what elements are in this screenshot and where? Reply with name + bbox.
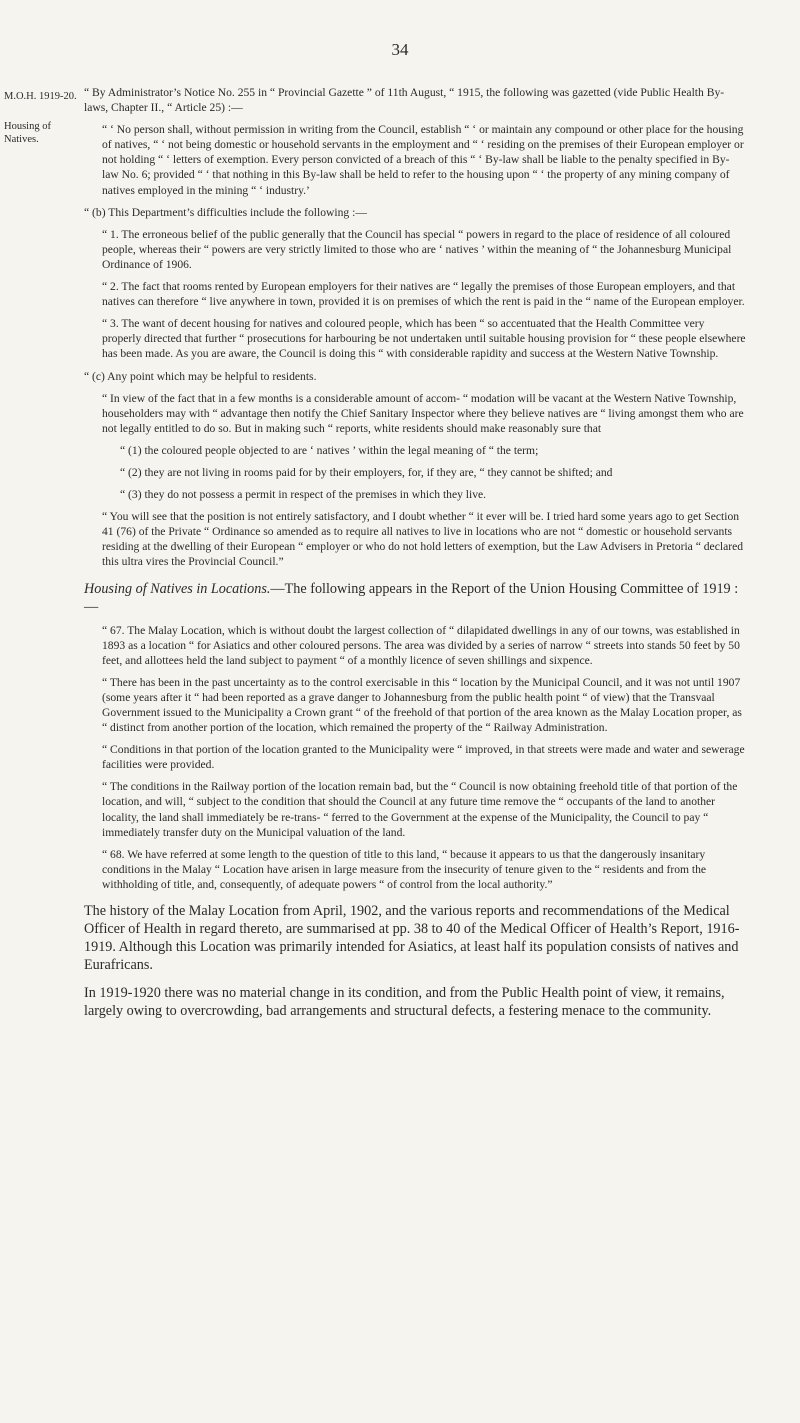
paragraph-difficulty-2: “ 2. The fact that rooms rented by European employers for their natives are “ legally the premises of those European employers, and that natives can therefore “ live anywhere in town, provided it is on premises of which the rent is paid in the “ name of the European employer.: [102, 280, 745, 309]
paragraph-difficulties-heading: “ (b) This Department’s difficulties include the following :—: [84, 205, 367, 219]
paragraph-helpful-body: “ In view of the fact that in a few months is a considerable amount of accom- “ modation will be vacant at the Western Native Township, householders may with “ advantage then notify the Chief Sanitary Inspector where they believe natives are “ living amongst them who are not legally entitled to do so. But in making such “ reports, white residents should make reasonably sure that: [102, 391, 744, 435]
section-heading-text: —The following appears in the Report of the Union Housing Committee of 1919 :—: [84, 580, 739, 615]
paragraph-68: “ 68. We have referred at some length to the question of title to this land, “ because it appears to us that the dangerously insanitary conditions in the Malay “ Location have arisen in large measure from the insecurity of tenure given to the “ residents and from the withholding of title, and, consequently, of adequate powers “ of control from the local authority.”: [102, 847, 707, 891]
paragraph-history: The history of the Malay Location from April, 1902, and the various reports and recommendations of the Medical Officer of Health in regard thereto, are summarised at pp. 38 to 40 of the Medical Officer of Health’s Report, 1916-1919. Although this Location was primarily intended for Asiatics, at least half its population consists of natives and Eurafricans.: [84, 903, 740, 974]
paragraph-locations: [84, 580, 746, 616]
paragraph-position: “ You will see that the position is not entirely satisfactory, and I doubt whether “ it ever will be. I tried hard some years ago to get Section 41 (76) of the Private “ Ordinance so amended as to require all natives to live in locations who are not “ domestic or household servants residing at the dwelling of their European “ employer or who do not hold letters of exemption, but the Law Advisers in Pretoria “ declared this ultra vires the Provincial Council.”: [102, 510, 744, 569]
paragraph-conditions-improved: “ Conditions in that portion of the location granted to the Municipality were “ improved, in that streets were made and water and sewerage facilities were provided.: [102, 743, 745, 772]
paragraph-1919-1920: In 1919-1920 there was no material change in its condition, and from the Public Health point of view, it remains, largely owing to overcrowding, bad arrangements and structural defects, a festering menace to the community.: [84, 985, 725, 1020]
paragraph-difficulty-3: “ 3. The want of decent housing for natives and coloured people, which has been “ so accentuated that the Health Committee very properly directed that further “ prosecutions for harbouring be not undertaken until suitable housing provision for “ these people elsewhere has been made. As you are aware, the Council is doing this “ with considerable rapidity and success at the Western Native Township.: [102, 317, 746, 361]
paragraph-condition-3: “ (3) they do not possess a permit in respect of the premises in which they live.: [120, 488, 487, 502]
paragraph-bylaw-quote: “ ‘ No person shall, without permission in writing from the Council, establish “ ‘ or maintain any compound or other place for the housing of natives, “ ‘ not being domestic or household servants in the employment and “ ‘ residing on the premises of their European employer or not holding “ ‘ letters of exemption. Every person convicted of a breach of this “ ‘ By-law shall be liable to the penalty specified in By-law No. 6; provided “ ‘ that nothing in this By-law shall be held to refer to the housing upon “ ‘ the property of any mining company of natives employed in the mining “ ‘ industry.’: [102, 123, 744, 197]
paragraph-railway-portion: “ The conditions in the Railway portion of the location remain bad, but the “ Council is now obtaining freehold title of that portion of the location, and will, “ subject to the condition that should the Council at any future time remove the “ occupants of the land to another locality, the land shall immediately be re-trans- “ ferred to the Government at the expense of the Municipality, the Council to pay “ immediately transfer duty on the Municipal valuation of the land.: [102, 780, 738, 839]
paragraph-helpful-heading: “ (c) Any point which may be helpful to residents.: [84, 369, 317, 383]
paragraph-condition-1: “ (1) the coloured people objected to are ‘ natives ’ within the legal meaning of “ the term;: [120, 443, 539, 457]
paragraph-difficulty-1: “ 1. The erroneous belief of the public generally that the Council has special “ powers in regard to the place of residence of all coloured people, whereas their “ powers are very strictly limited to those who are ‘ natives ’ within the meaning of “ the Johannesburg Municipal Ordinance of 1906.: [102, 227, 732, 271]
document-body: [84, 85, 746, 1027]
paragraph-67: “ 67. The Malay Location, which is without doubt the largest collection of “ dilapidated dwellings in any of our towns, was established in 1893 as a location “ for Asiatics and other coloured persons. The area was divided by a series of narrow “ streets into stands 50 feet by 50 feet, and allottees held the land subject to payment “ of a monthly licence of seven shillings and sixpence.: [102, 623, 740, 667]
paragraph-notice: “ By Administrator’s Notice No. 255 in “ Provincial Gazette ” of 11th August, “ 1915, the following was gazetted (vide Public Health By-laws, Chapter II., “ Article 25) :—: [84, 86, 725, 115]
section-heading-locations: Housing of Natives in Locations.: [84, 580, 271, 597]
page-number: 34: [391, 40, 409, 59]
paragraph-uncertainty: “ There has been in the past uncertainty as to the control exercisable in this “ location by the Municipal Council, and it was not until 1907 (some years after it “ had been reported as a grave danger to Johannesburg from the public health point “ of view) that the Transvaal Government issued to the Municipality a Crown grant “ of the freehold of that portion of the area known as the Malay Location proper, as “ distinct from another portion of the location, which remained the property of the “ Railway Administration.: [102, 675, 742, 735]
margin-note-housing: Housing of Natives.: [4, 121, 51, 145]
margin-report-reference: M.O.H. 1919-20.: [4, 91, 77, 102]
paragraph-condition-2: “ (2) they are not living in rooms paid for by their employers, for, if they are, “ they cannot be shifted; and: [120, 465, 613, 479]
